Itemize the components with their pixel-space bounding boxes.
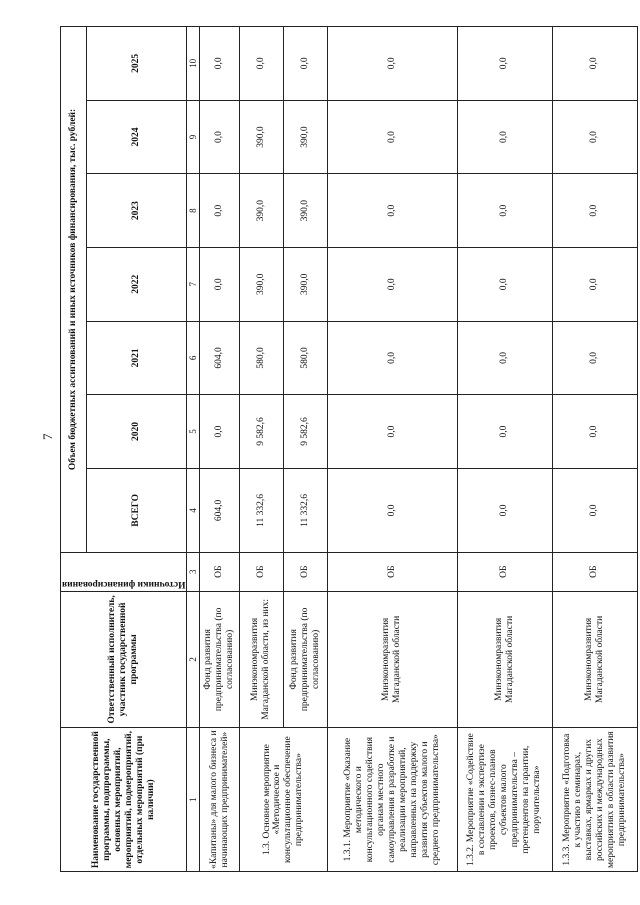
row-name: 1.3. Основное мероприятие «Методическое и консультационное обеспечение предпринимательства» — [239, 728, 327, 872]
header-source — [61, 552, 187, 591]
column-number: 4 — [187, 468, 200, 552]
header-year: 2021 — [86, 321, 187, 395]
column-number: 3 — [187, 552, 200, 591]
column-number: 7 — [187, 247, 200, 321]
row-value: 0,0 — [457, 247, 552, 321]
header-year: 2024 — [86, 100, 187, 174]
row-value: 0,0 — [552, 247, 638, 321]
row-source: ОБ — [327, 552, 457, 591]
row-value: 604,0 — [200, 468, 239, 552]
header-year: 2022 — [86, 247, 187, 321]
row-value: 0,0 — [239, 27, 283, 101]
row-source: ОБ — [552, 552, 638, 591]
row-value: 0,0 — [327, 321, 457, 395]
header-row — [61, 27, 87, 872]
row-value: 0,0 — [327, 27, 457, 101]
row-source: ОБ — [239, 552, 283, 591]
row-source: ОБ — [283, 552, 327, 591]
row-value: 0,0 — [327, 174, 457, 248]
row-value: 0,0 — [552, 468, 638, 552]
column-number: 6 — [187, 321, 200, 395]
row-value: 0,0 — [552, 321, 638, 395]
table-row — [200, 27, 239, 872]
row-value: 390,0 — [239, 174, 283, 248]
row-value: 0,0 — [200, 100, 239, 174]
table-row — [239, 27, 283, 872]
page-number: 7 — [40, 433, 55, 440]
row-executor: Фонд развития предпринимательства (по согласованию) — [200, 591, 239, 728]
row-name: 1.3.1. Мероприятие «Оказание методического и консультационного содействия органам местного самоуправления в разработке и реализации мероприятий, направленных на поддержку развития субъектов малого и среднего предпринимательства» — [327, 728, 457, 872]
row-value: 0,0 — [457, 395, 552, 469]
row-value: 390,0 — [283, 100, 327, 174]
row-value: 604,0 — [200, 321, 239, 395]
row-value: 0,0 — [457, 468, 552, 552]
row-executor: Минэкономразвития Магаданской области — [327, 591, 457, 728]
row-value: 11 332,6 — [239, 468, 283, 552]
header-year: 2020 — [86, 395, 187, 469]
row-value: 0,0 — [200, 395, 239, 469]
table-row — [457, 27, 552, 872]
column-number: 5 — [187, 395, 200, 469]
row-value: 0,0 — [327, 247, 457, 321]
row-value: 9 582,6 — [283, 395, 327, 469]
table-row — [552, 27, 638, 872]
row-value: 0,0 — [283, 27, 327, 101]
header-year: 2025 — [86, 27, 187, 101]
row-value: 0,0 — [552, 395, 638, 469]
row-value: 9 582,6 — [239, 395, 283, 469]
row-name: 1.3.2. Мероприятие «Содействие в составлении и экспертизе проектов, бизнес-планов субъектов малого предпринимательства – претендентов на гарантии, поручительства» — [457, 728, 552, 872]
row-value: 0,0 — [200, 27, 239, 101]
row-value: 0,0 — [457, 174, 552, 248]
row-value: 0,0 — [552, 27, 638, 101]
header-volume: Объем бюджетных ассигнований и иных источников финансирования, тыс. рублей: — [61, 27, 87, 553]
row-value: 390,0 — [283, 174, 327, 248]
row-value: 0,0 — [200, 247, 239, 321]
header-year: ВСЕГО — [86, 468, 187, 552]
row-name: «Капитаны» для малого бизнеса и начинающих предпринимателей» — [200, 728, 239, 872]
row-value: 0,0 — [327, 100, 457, 174]
column-number: 9 — [187, 100, 200, 174]
table-body — [200, 27, 638, 872]
financing-table — [60, 26, 638, 872]
row-executor: Минэкономразвития Магаданской области — [552, 591, 638, 728]
column-number-row — [187, 27, 200, 872]
column-number: 10 — [187, 27, 200, 101]
row-value: 0,0 — [552, 100, 638, 174]
table-row — [327, 27, 457, 872]
header-source-text: Источники финансирования — [62, 578, 186, 589]
row-executor: Минэкономразвития Магаданской области, из них: — [239, 591, 283, 728]
row-value: 0,0 — [457, 27, 552, 101]
header-name: Наименование государственной программы, подпрограммы, основных мероприятий, мероприятий, подмероприятий, отдельных мероприятий (при наличии) — [61, 728, 187, 872]
row-source: ОБ — [457, 552, 552, 591]
column-number: 1 — [187, 728, 200, 872]
row-value: 0,0 — [327, 395, 457, 469]
row-value: 390,0 — [283, 247, 327, 321]
column-number: 8 — [187, 174, 200, 248]
row-value: 11 332,6 — [283, 468, 327, 552]
row-value: 0,0 — [327, 468, 457, 552]
column-number: 2 — [187, 591, 200, 728]
row-value: 390,0 — [239, 247, 283, 321]
row-value: 0,0 — [457, 100, 552, 174]
row-value: 390,0 — [239, 100, 283, 174]
row-source: ОБ — [200, 552, 239, 591]
row-executor: Минэкономразвития Магаданской области — [457, 591, 552, 728]
row-name: 1.3.3. Мероприятие «Подготовка к участию в семинарах, выставках, ярмарках и других российских и международных мероприятиях в области развития предпринимательства» — [552, 728, 638, 872]
row-value: 0,0 — [552, 174, 638, 248]
row-value: 580,0 — [283, 321, 327, 395]
row-value: 0,0 — [200, 174, 239, 248]
row-executor: Фонд развития предпринимательства (по согласованию) — [283, 591, 327, 728]
header-executor: Ответственный исполнитель, участник государственной программы — [61, 591, 187, 728]
row-value: 580,0 — [239, 321, 283, 395]
financing-table-wrapper — [60, 26, 627, 872]
header-year: 2023 — [86, 174, 187, 248]
row-value: 0,0 — [457, 321, 552, 395]
